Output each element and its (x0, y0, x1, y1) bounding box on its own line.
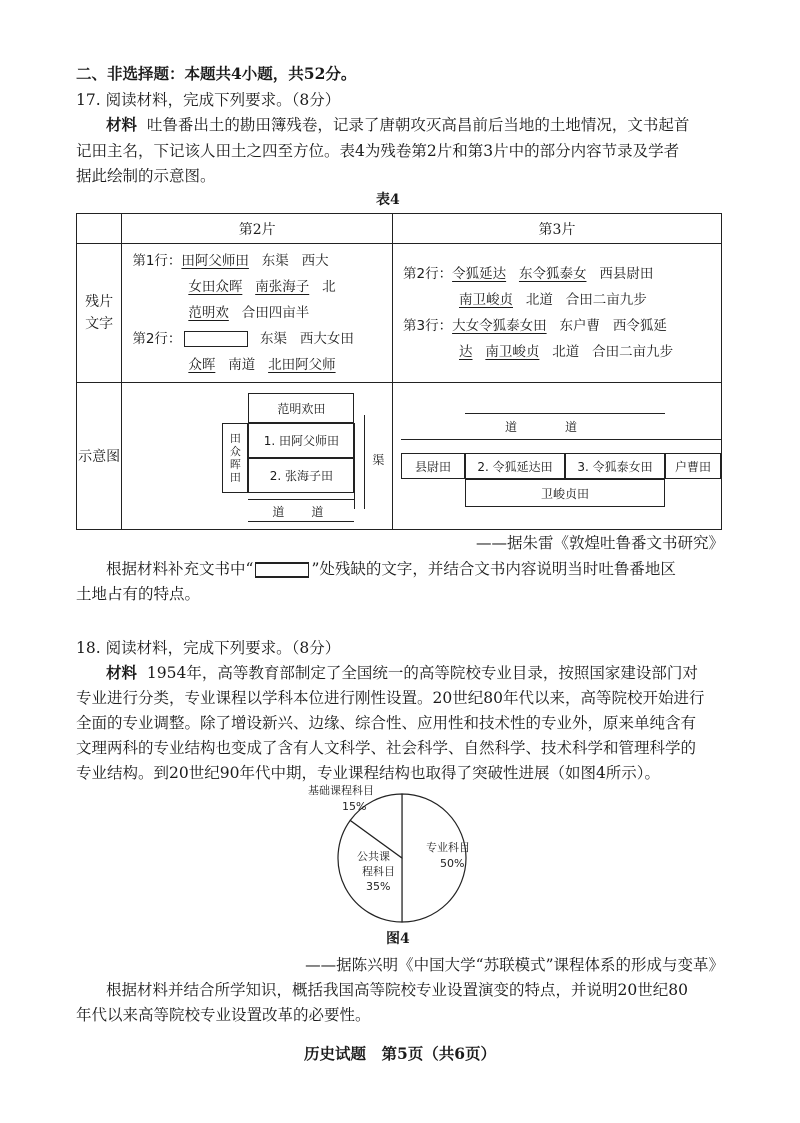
diagram2-road-line-bottom (248, 521, 354, 522)
table-header-piece3: 第3片 (393, 214, 722, 244)
row-label-a: 残片 (85, 294, 114, 310)
piece3-line4: 达 南卫峻贞 北道 合田二亩九步 (459, 344, 674, 360)
q18-material-line1 (106, 661, 698, 685)
section-title: 二、非选择题：本题共4小题，共52分。 (76, 64, 357, 83)
diagram-piece2 (122, 383, 393, 530)
table-4 (76, 213, 722, 530)
q17-question-line1 (106, 557, 676, 581)
q17-material-text1: 吐鲁番出土的勘田簿残卷，记录了唐朝攻灭高昌前后当地的土地情况，文书起首 (146, 116, 690, 134)
piece2-line4: 第2行： 东渠 西大女田 (132, 331, 354, 347)
diagram3-hucao-field: 户曹田 (665, 453, 721, 479)
pie-label-public-name-1: 公共课 (357, 850, 390, 863)
q18-material-label: 材料 (106, 663, 138, 682)
q18-material-text1: 1954年，高等教育部制定了全国统一的高等院校专业目录，按照国家建设部门对 (146, 664, 698, 682)
pie-label-major-name: 专业科目 (426, 841, 470, 854)
q18-material-line3: 全面的专业调整。除了增设新兴、边缘、综合性、应用性和技术性的专业外，原来单纯含有 (76, 714, 697, 732)
diagram3-field-2: 2. 令狐延达田 (465, 453, 565, 479)
diagram3-road-line-top (465, 413, 665, 414)
piece2-line1: 第1行：田阿父师田 东渠 西大 (132, 253, 329, 269)
q17-question-b: ”处残缺的文字，并结合文书内容说明当时吐鲁番地区 (311, 560, 676, 578)
diagram2-canal-line-right (364, 415, 365, 509)
pie-label-public-value: 35% (366, 880, 391, 893)
diagram3-weijunzhen-field: 卫峻贞田 (465, 479, 665, 507)
q18-source: ——据陈兴明《中国大学“苏联模式”课程体系的形成与变革》 (305, 956, 724, 974)
figure-caption: 图4 (386, 931, 410, 947)
pie-label-basic-name: 基础课程科目 (308, 784, 374, 797)
table-title: 表4 (376, 192, 400, 208)
q17-question-blank (255, 562, 309, 578)
diagram2-top-field: 范明欢田 (248, 393, 354, 423)
q18-question-line2: 年代以来高等院校专业设置改革的必要性。 (76, 1006, 371, 1024)
pie-label-major-value: 50% (440, 857, 465, 870)
diagram3-county-field: 县尉田 (401, 453, 465, 479)
diagram2-field-1: 1. 田阿父师田 (248, 423, 354, 458)
row-label-b: 文字 (85, 316, 114, 332)
q18-material-line4: 文理两科的专业结构也变成了含有人文科学、社会科学、自然科学、技术科学和管理科学的 (76, 739, 697, 757)
q18-material-line5: 专业结构。到20世纪90年代中期，专业课程结构也取得了突破性进展（如图4所示）。 (76, 764, 661, 782)
diagram-piece3 (393, 383, 722, 530)
pie-label-basic-value: 15% (342, 800, 367, 813)
pie-chart (300, 780, 500, 930)
page-footer: 历史试题 第5页（共6页） (303, 1044, 497, 1063)
table-header-blank (77, 214, 122, 244)
piece3-line3: 第3行：大女令狐泰女田 东户曹 西令狐延 (403, 318, 667, 334)
diagram3-field-3: 3. 令狐泰女田 (565, 453, 665, 479)
diagram2-canal-line-left (354, 423, 355, 509)
missing-text-blank (184, 331, 248, 347)
piece3-line2: 南卫峻贞 北道 合田二亩九步 (459, 292, 647, 308)
q18-stem: 18. 阅读材料，完成下列要求。（8分） (76, 639, 341, 657)
q17-material-line2: 记田主名，下记该人田土之四至方位。表4为残卷第2片和第3片中的部分内容节录及学者 (76, 142, 680, 160)
q18-material-line2: 专业进行分类，专业课程以学科本位进行刚性设置。20世纪80年代以来，高等院校开始进行 (76, 689, 705, 707)
piece2-line3: 范明欢 合田四亩半 (188, 305, 310, 321)
q17-material-line3: 据此绘制的示意图。 (76, 167, 216, 185)
q17-material-line1 (106, 113, 689, 137)
diagram2-field-2: 2. 张海子田 (248, 458, 354, 493)
q17-question-line2: 土地占有的特点。 (76, 585, 201, 603)
diagram2-road-line-top (248, 499, 354, 500)
q17-question-a: 根据材料补充文书中“ (106, 560, 254, 578)
piece2-line5: 众晖 南道 北田阿父师 (188, 357, 336, 373)
diagram3-road-label: 道 道 (505, 420, 578, 434)
pie-label-public-name-2: 程科目 (362, 865, 395, 878)
piece2-line2: 女田众晖 南张海子 北 (188, 279, 336, 295)
piece3-text (393, 244, 722, 383)
q17-material-label: 材料 (106, 115, 138, 134)
diagram3-road-line-bottom (401, 439, 721, 440)
q17-source: ——据朱雷《敦煌吐鲁番文书研究》 (475, 534, 724, 552)
diagram2-left-field: 田众晖田 (222, 423, 248, 493)
diagram2-road-label: 道 道 (272, 505, 325, 519)
table-header-piece2: 第2片 (122, 214, 393, 244)
diagram2-canal-label: 渠 (372, 453, 385, 467)
q18-question-line1: 根据材料并结合所学知识，概括我国高等院校专业设置演变的特点，并说明20世纪80 (106, 981, 688, 999)
row-label-diagram: 示意图 (77, 383, 122, 530)
q17-stem: 17. 阅读材料，完成下列要求。（8分） (76, 91, 341, 109)
row-label-fragment-text (77, 244, 122, 383)
piece2-text (122, 244, 393, 383)
piece3-line1: 第2行：令狐延达 东令狐泰女 西县尉田 (403, 266, 654, 282)
